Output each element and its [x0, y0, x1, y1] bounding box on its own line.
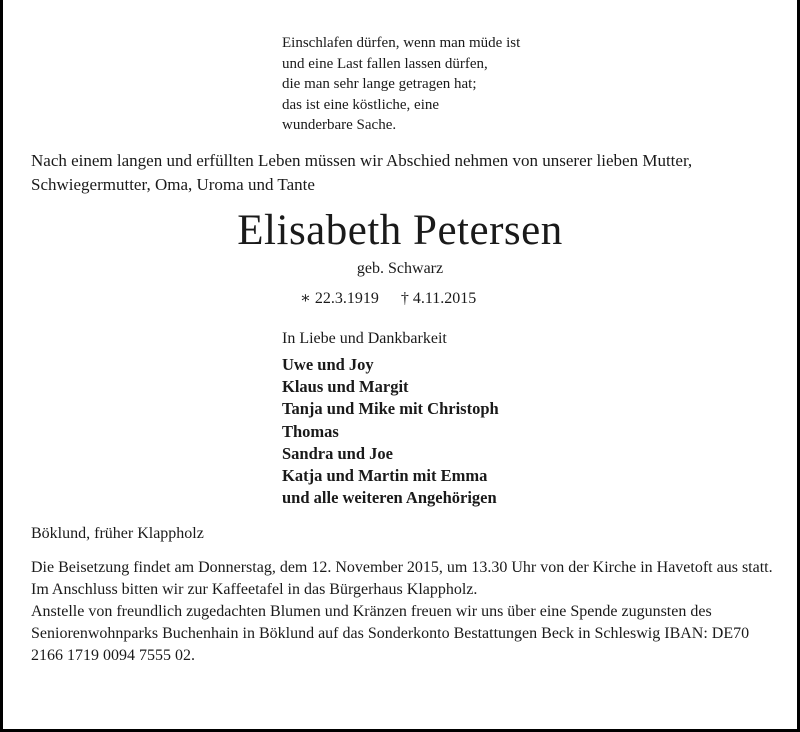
- mourner: Thomas: [282, 421, 339, 441]
- poem-line: Einschlafen dürfen, wenn man müde ist: [282, 35, 521, 51]
- mourner: Katja und Martin mit Emma: [282, 466, 488, 486]
- mourner: und alle weiteren Angehörigen: [282, 488, 497, 508]
- mourner: Uwe und Joy: [282, 355, 374, 374]
- donation-note: Anstelle von freundlich zugedachten Blumen und Kränzen freuen wir uns über eine Spende zugunsten des Seniorenwohnparks Buchenhain in Böklund auf das Sonderkonto Bestattungen Beck in Schleswig IBAN: DE70 2166 1719 0094 7555 02.: [31, 603, 750, 664]
- poem-line: und eine Last fallen lassen dürfen,: [282, 55, 488, 72]
- poem-line: die man sehr lange getragen hat;: [282, 76, 477, 92]
- deceased-name: Elisabeth Petersen: [237, 207, 563, 254]
- place-text: Böklund, früher Klappholz: [31, 525, 204, 542]
- mourner: Sandra und Joe: [282, 443, 393, 463]
- mourner: Tanja und Mike mit Christoph: [282, 399, 499, 419]
- mourners-list: [282, 354, 499, 509]
- born-name: geb. Schwarz: [356, 260, 444, 277]
- funeral-note: Die Beisetzung findet am Donnerstag, dem 12. November 2015, um 13.30 Uhr von der Kirche in Havetoft aus statt.: [31, 559, 773, 576]
- death-date: † 4.11.2015: [400, 290, 477, 307]
- birth-date: ∗ 22.3.1919: [300, 290, 379, 307]
- poem-line: wunderbare Sache.: [282, 117, 397, 133]
- poem: [282, 33, 520, 136]
- intro-text: Nach einem langen und erfüllten Leben müssen wir Abschied nehmen von unserer lieben Mutter, Schwiegermutter, Oma, Uroma und Tante: [31, 151, 693, 194]
- poem-line: das ist eine köstliche, eine: [282, 96, 440, 113]
- life-dates: [300, 288, 476, 310]
- closing-phrase: In Liebe und Dankbarkeit: [282, 330, 447, 347]
- coffee-note: Im Anschluss bitten wir zur Kaffeetafel in das Bürgerhaus Klappholz.: [31, 581, 478, 598]
- notes: [31, 557, 776, 667]
- mourner: Klaus und Margit: [282, 377, 409, 397]
